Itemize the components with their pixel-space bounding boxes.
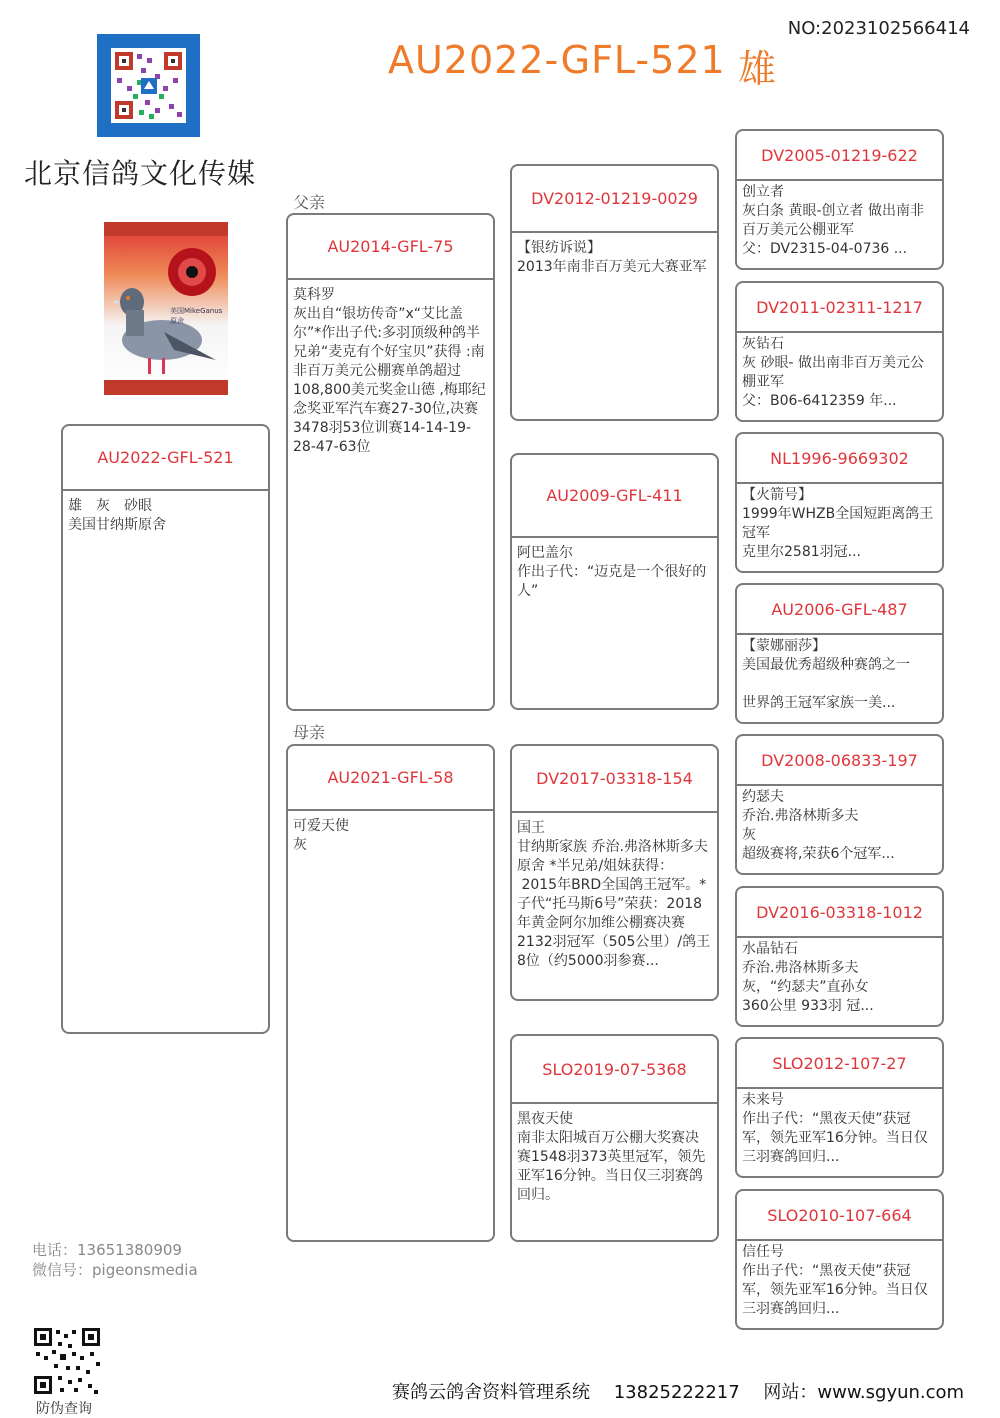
grandparent-card[interactable] — [510, 453, 719, 710]
footer-text: 赛鸽云鸽舍资料管理系统 13825222217 网站：www.sgyun.com — [392, 1382, 965, 1403]
grandparent-card[interactable] — [510, 744, 719, 1001]
great-grandparent-ring: NL1996-9669302 — [737, 434, 942, 484]
great-grandparent-ring: DV2011-02311-1217 — [737, 283, 942, 333]
great-grandparent-card[interactable] — [735, 129, 944, 270]
great-grandparent-card[interactable] — [735, 1037, 944, 1178]
great-grandparent-info: 水晶钻石 乔治.弗洛林斯多夫 灰，“约瑟夫”直孙女 360公里 933羽 冠... — [742, 941, 874, 1014]
great-grandparent-card[interactable] — [735, 583, 944, 724]
sire-ring: AU2014-GFL-75 — [288, 215, 493, 280]
dam-card[interactable] — [286, 744, 495, 1242]
pigeon-ring-title: AU2022-GFL-521 — [388, 38, 726, 82]
great-grandparent-info: 【火箭号】 1999年WHZB全国短距离鸽王冠军 克里尔2581羽冠... — [742, 487, 934, 560]
grandparent-info: 黑夜天使 南非太阳城百万公棚大奖赛决赛1548羽373英里冠军，领先亚军16分钟。当日仅三羽赛鸽回归。 — [517, 1111, 706, 1203]
mother-label: 母亲 — [293, 723, 326, 742]
great-grandparent-ring: DV2016-03318-1012 — [737, 888, 942, 938]
great-grandparent-ring: SLO2010-107-664 — [737, 1191, 942, 1241]
organization-name: 北京信鸽文化传媒 — [24, 157, 257, 190]
grandparent-ring: AU2009-GFL-411 — [512, 455, 717, 538]
qr-code-icon — [32, 1326, 102, 1396]
pigeon-sex: 雄 — [738, 47, 777, 91]
sire-card[interactable] — [286, 213, 495, 711]
great-grandparent-ring: DV2005-01219-622 — [737, 131, 942, 181]
grandparent-ring: SLO2019-07-5368 — [512, 1036, 717, 1104]
contact-info — [32, 1240, 198, 1280]
grandparent-card[interactable] — [510, 164, 719, 421]
grandparent-info: 【银纺诉说】 2013年南非百万美元大赛亚军 — [517, 240, 707, 275]
great-grandparent-info: 【蒙娜丽莎】 美国最优秀超级种赛鸽之一 世界鸽王冠军家族一美... — [742, 638, 910, 711]
great-grandparent-info: 未来号 作出子代：“黑夜天使”获冠军，领先亚军16分钟。当日仅三羽赛鸽回归... — [742, 1092, 928, 1165]
subject-ring: AU2022-GFL-521 — [63, 426, 268, 491]
contact-wechat: 微信号：pigeonsmedia — [32, 1261, 198, 1279]
father-label: 父亲 — [293, 193, 326, 212]
grandparent-ring: DV2017-03318-154 — [512, 746, 717, 813]
great-grandparent-info: 约瑟夫 乔治.弗洛林斯多夫 灰 超级赛将,荣获6个冠军... — [742, 789, 895, 862]
grandparent-card[interactable] — [510, 1034, 719, 1242]
sire-info: 莫科罗 灰出自“银坊传奇”x“艾比盖尔”*作出子代:多羽顶级种鸽半兄弟“麦克有个好宝贝”获得 :南非百万美元公棚赛单鸽超过108,800美元奖金山德 ,梅耶纪念奖亚军汽车赛27-30位,决赛3478羽53位训赛14-14-19-28-47-63位 — [293, 287, 486, 455]
grandparent-info: 阿巴盖尔 作出子代：“迈克是一个很好的人” — [517, 545, 707, 599]
great-grandparent-card[interactable] — [735, 734, 944, 875]
great-grandparent-ring: SLO2012-107-27 — [737, 1039, 942, 1089]
contact-phone: 电话：13651380909 — [32, 1241, 182, 1259]
great-grandparent-card[interactable] — [735, 1189, 944, 1330]
qr-code-icon — [97, 34, 200, 137]
great-grandparent-card[interactable] — [735, 432, 944, 573]
great-grandparent-card[interactable] — [735, 886, 944, 1027]
dam-info: 可爱天使 灰 — [293, 818, 349, 853]
great-grandparent-info: 信任号 作出子代：“黑夜天使”获冠军，领先亚军16分钟。当日仅三羽赛鸽回归... — [742, 1244, 928, 1317]
grandparent-info: 国王 甘纳斯家族 乔治.弗洛林斯多夫原舍 *半兄弟/姐妹获得： 2015年BRD全国鸽王冠军。*子代“托马斯6号”荣获：2018年黄金阿尔加维公棚赛决赛 2132羽冠军（505公里）/鸽王8位（约5000羽参赛... — [517, 820, 711, 969]
grandparent-ring: DV2012-01219-0029 — [512, 166, 717, 233]
great-grandparent-card[interactable] — [735, 281, 944, 422]
great-grandparent-ring: AU2006-GFL-487 — [737, 585, 942, 635]
pigeon-photo — [104, 222, 228, 395]
verify-qr[interactable] — [32, 1326, 102, 1396]
subject-card[interactable] — [61, 424, 270, 1034]
photo-caption: 美国MikeGanus原舍 — [170, 307, 223, 325]
great-grandparent-info: 灰钻石 灰 砂眼- 做出南非百万美元公棚亚军 父：B06-6412359 年... — [742, 336, 924, 409]
great-grandparent-ring: DV2008-06833-197 — [737, 736, 942, 786]
document-number: NO:2023102566414 — [787, 18, 970, 39]
verify-label: 防伪查询 — [36, 1401, 92, 1417]
great-grandparent-info: 创立者 灰白条 黄眼-创立者 做出南非百万美元公棚亚军 父：DV2315-04-0736 ... — [742, 184, 924, 257]
dam-ring: AU2021-GFL-58 — [288, 746, 493, 811]
qr-logo[interactable] — [97, 34, 200, 137]
subject-info: 雄 灰 砂眼 美国甘纳斯原舍 — [68, 498, 166, 533]
